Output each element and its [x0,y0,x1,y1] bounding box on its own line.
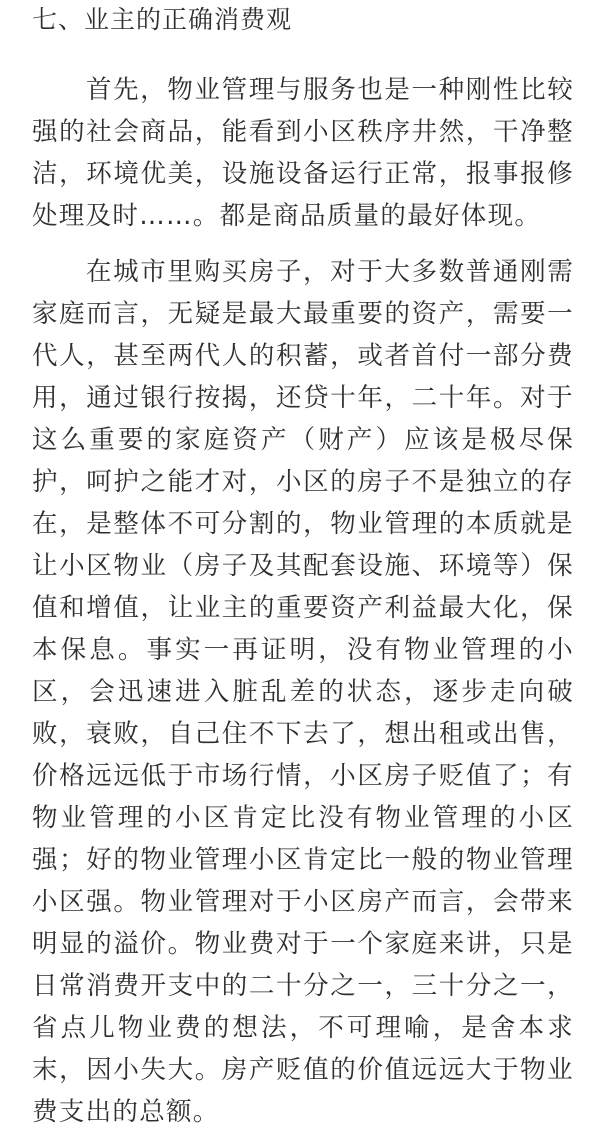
paragraph-1: 首先，物业管理与服务也是一种刚性比较强的社会商品，能看到小区秩序井然，干净整洁，环境优美，设施设备运行正常，报事报修处理及时……。都是商品质量的最好体现。 [32,75,574,231]
section-title: 七、业主的正确消费观 [32,5,293,34]
paragraph-2: 在城市里购买房子，对于大多数普通刚需家庭而言，无疑是最大最重要的资产，需要一代人，甚至两代人的积蓄，或者首付一部分费用，通过银行按揭，还贷十年，二十年。对于这么重要的家庭资产（财产）应该是极尽保护，呵护之能才对，小区的房子不是独立的存在，是整体不可分割的，物业管理的本质就是让小区物业（房子及其配套设施、环境等）保值和增值，让业主的重要资产利益最大化，保本保息。事实一再证明，没有物业管理的小区，会迅速进入脏乱差的状态，逐步走向破败，衰败，自己住不下去了，想出租或出售，价格远远低于市场行情，小区房子贬值了；有物业管理的小区肯定比没有物业管理的小区强；好的物业管理小区肯定比一般的物业管理小区强。物业管理对于小区房产而言，会带来明显的溢价。物业费对于一个家庭来讲，只是日常消费开支中的二十分之一，三十分之一，省点儿物业费的想法，不可理喻，是舍本求末，因小失大。房产贬值的价值远远大于物业费支出的总额。 [32,257,574,1127]
